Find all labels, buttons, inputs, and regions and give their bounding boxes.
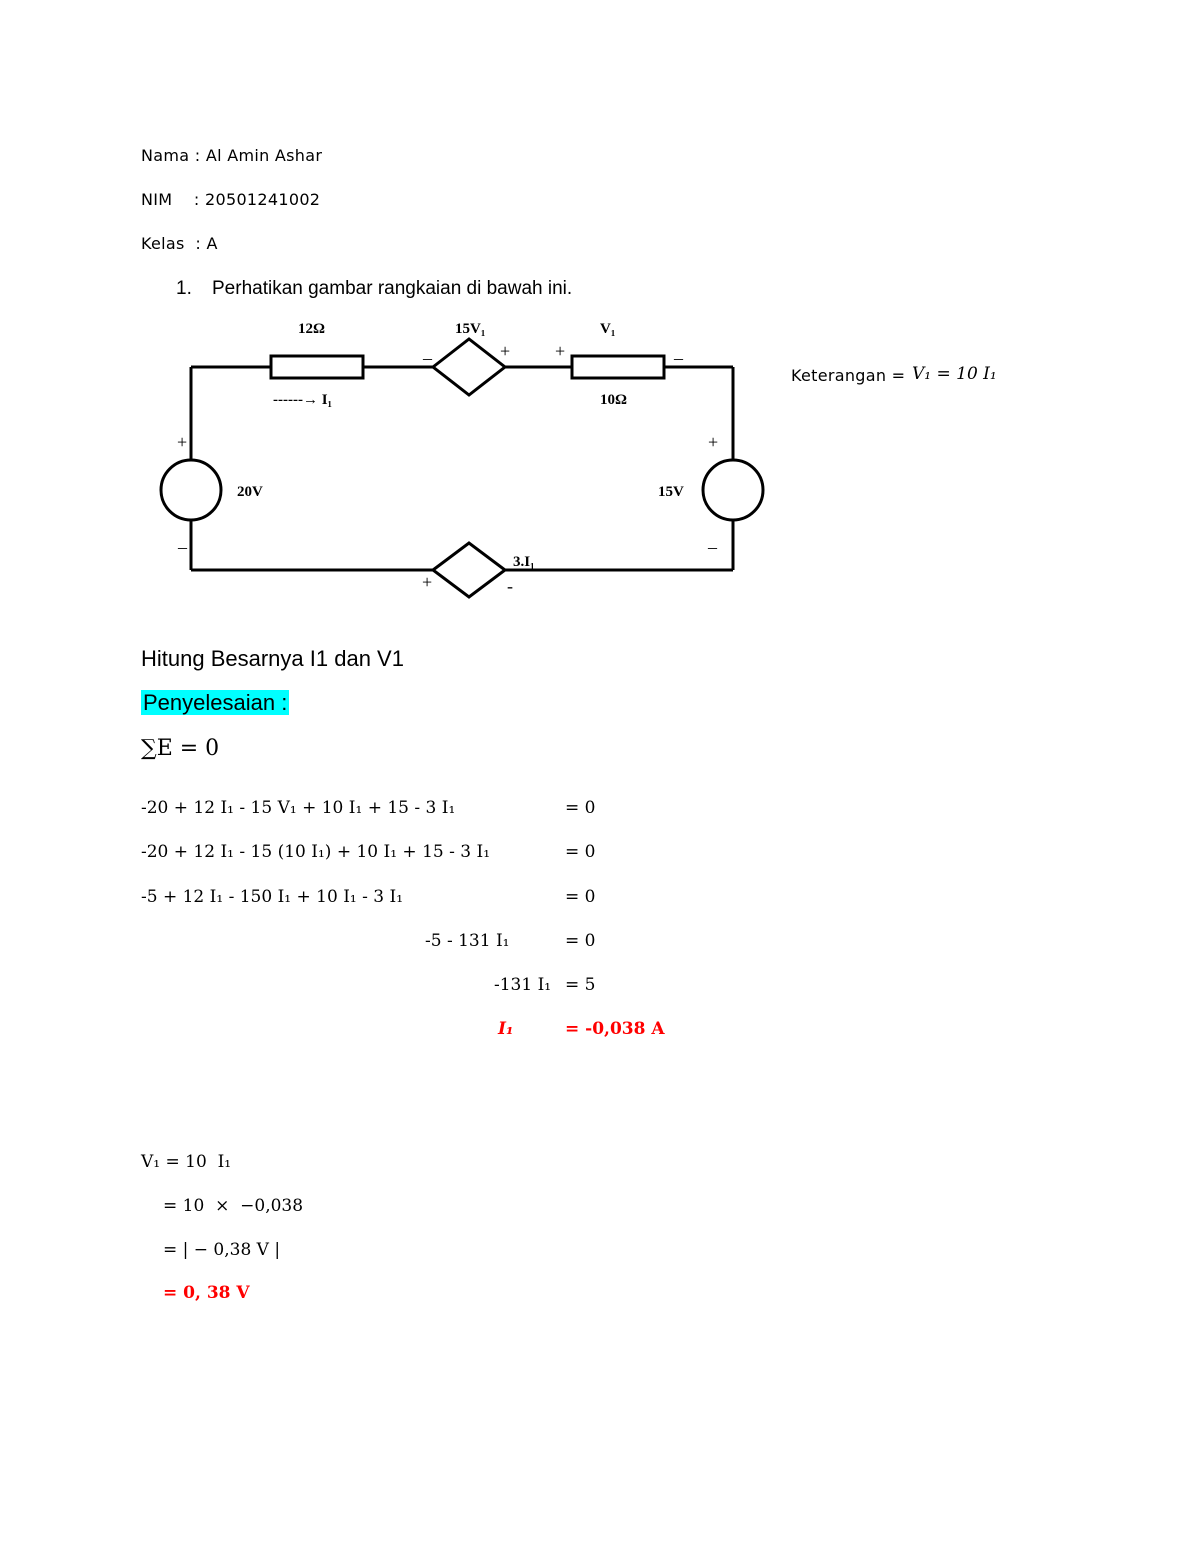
label-20v: 20V xyxy=(237,484,263,500)
result-i1-label: I₁ xyxy=(498,1019,514,1039)
v1-result: = 0, 38 V xyxy=(163,1283,250,1303)
step-2-rhs: = 0 xyxy=(565,842,596,862)
step-2-lhs: -20 + 12 I₁ - 15 (10 I₁) + 10 I₁ + 15 - 3 I₁ xyxy=(141,842,491,862)
task-title: Hitung Besarnya I1 dan V1 xyxy=(141,646,404,671)
dependent-voltage-source-top xyxy=(433,339,505,395)
step-5-lhs: -131 I₁ xyxy=(494,975,552,995)
resistor-12-ohm xyxy=(271,356,363,378)
minus-dep-bottom: - xyxy=(507,576,513,596)
solution-highlight: Penyelesaian : xyxy=(143,690,288,715)
minus-15v: – xyxy=(708,537,717,557)
plus-dep-bottom: + xyxy=(422,572,433,592)
label-3i1: 3.I₁ xyxy=(513,554,535,570)
student-nim: NIM : 20501241002 xyxy=(141,190,321,209)
kvl-equation: ∑E = 0 xyxy=(141,736,220,761)
note-prefix: Keterangan = xyxy=(791,366,906,385)
student-name: Nama : Al Amin Ashar xyxy=(141,146,323,165)
plus-15v: + xyxy=(708,432,719,452)
question-number: 1. xyxy=(176,278,192,299)
question-text: Perhatikan gambar rangkaian di bawah ini. xyxy=(212,278,573,299)
plus-dep-top: + xyxy=(500,341,511,361)
step-4-lhs: -5 - 131 I₁ xyxy=(425,931,510,951)
step-3-rhs: = 0 xyxy=(565,887,596,907)
minus-v1: – xyxy=(674,348,683,368)
step-4-rhs: = 0 xyxy=(565,931,596,951)
circuit-diagram xyxy=(150,310,790,605)
label-15v1: 15V₁ xyxy=(455,321,486,337)
step-1-rhs: = 0 xyxy=(565,798,596,818)
minus-dep-top: – xyxy=(423,348,432,368)
v1-step-2: = 10 × −0,038 xyxy=(163,1196,304,1216)
plus-v1: + xyxy=(555,341,566,361)
label-current-i1: ------→ I₁ xyxy=(273,392,333,408)
note-equation: V₁ = 10 I₁ xyxy=(912,364,997,384)
minus-20v: – xyxy=(178,537,187,557)
step-5-rhs: = 5 xyxy=(565,975,596,995)
step-1-lhs: -20 + 12 I₁ - 15 V₁ + 10 I₁ + 15 - 3 I₁ xyxy=(141,798,456,818)
resistor-10-ohm xyxy=(572,356,664,378)
v1-step-1: V₁ = 10 I₁ xyxy=(141,1152,232,1172)
step-3-lhs: -5 + 12 I₁ - 150 I₁ + 10 I₁ - 3 I₁ xyxy=(141,887,404,907)
student-class: Kelas : A xyxy=(141,234,218,253)
label-12-ohm: 12Ω xyxy=(298,321,326,337)
label-v1: V₁ xyxy=(600,321,616,337)
solution-label xyxy=(141,690,289,716)
plus-20v: + xyxy=(177,432,188,452)
v1-step-3: = | − 0,38 V | xyxy=(163,1240,281,1260)
label-10-ohm: 10Ω xyxy=(600,392,628,408)
label-15v: 15V xyxy=(658,484,684,500)
dependent-voltage-source-bottom xyxy=(433,543,505,597)
voltage-source-15v xyxy=(703,460,763,520)
result-i1-value: = -0,038 A xyxy=(565,1019,665,1039)
voltage-source-20v xyxy=(161,460,221,520)
